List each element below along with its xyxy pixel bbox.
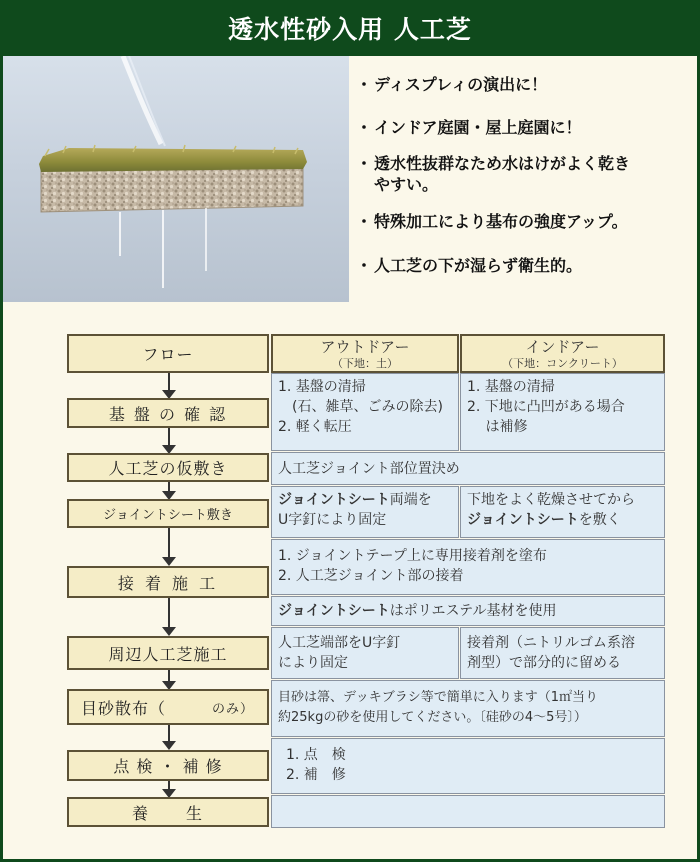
r1-indoor-cell: 1. 基盤の清掃 2. 下地に凸凹がある場合 は補修 [460, 373, 665, 451]
step-curing: 養 生 [67, 797, 269, 827]
flow-header: フロー [67, 334, 269, 373]
flow-arrow [160, 482, 178, 500]
flow-arrow [160, 781, 178, 798]
step-sand-spreading: 目砂散布（ のみ） [67, 689, 269, 725]
step-foundation-check: 基 盤 の 確 認 [67, 398, 269, 428]
flow-arrow [160, 725, 178, 750]
construction-flow [0, 302, 700, 862]
r4-cell: 1. ジョイントテープ上に専用接着剤を塗布 2. 人工芝ジョイント部の接着 [271, 539, 665, 595]
feature-item: ・ 特殊加工により基布の強度アップ。 [356, 212, 628, 231]
r3-indoor-cell: 下地をよく乾燥させてから ジョイントシートを敷く [460, 486, 665, 538]
feature-item: ・ 人工芝の下が湿らず衛生的。 [356, 256, 583, 275]
step-temporary-laying: 人工芝の仮敷き [67, 453, 269, 482]
outdoor-header: アウトドアー （下地：土） [271, 334, 459, 373]
flow-arrow [160, 598, 178, 636]
flow-arrow [160, 428, 178, 454]
step-joint-sheet: ジョイントシート敷き [67, 499, 269, 528]
turf-slab-illustration [3, 56, 349, 302]
step-inspection: 点 検 ・ 補 修 [67, 750, 269, 781]
step-perimeter: 周辺人工芝施工 [67, 636, 269, 670]
r1-outdoor-cell: 1. 基盤の清掃 (石、雑草、ごみの除去) 2. 軽く転圧 [271, 373, 459, 451]
product-photo [3, 56, 349, 302]
r5-indoor-cell: 接着剤（ニトリルゴム系溶 剤型）で部分的に留める [460, 627, 665, 679]
step-adhesion: 接 着 施 工 [67, 566, 269, 598]
flow-arrow [160, 373, 178, 399]
r2-cell: 人工芝ジョイント部位置決め [271, 452, 665, 485]
feature-item: ・ 透水性抜群なため水はけがよく乾き やすい。 [356, 154, 631, 194]
r7-cell: 1. 点 検 2. 補 修 [271, 738, 665, 794]
flow-arrow [160, 528, 178, 566]
feature-item: ・ インドア庭園・屋上庭園に！ [356, 118, 582, 137]
feature-item: ・ ディスプレィの演出に！ [356, 75, 548, 94]
indoor-header: インドアー （下地：コンクリート） [460, 334, 665, 373]
r5-outdoor-cell: 人工芝端部をU字釘 により固定 [271, 627, 459, 679]
r6-cell: 目砂は箒、デッキブラシ等で簡単に入ります（1㎡当り 約25kgの砂を使用してください。〔硅砂の4～5号〕） [271, 680, 665, 737]
r4b-cell: ジョイントシートはポリエステル基材を使用 [271, 596, 665, 626]
r3-outdoor-cell: ジョイントシート両端を U字釘により固定 [271, 486, 459, 538]
r8-cell [271, 795, 665, 828]
flow-arrow [160, 670, 178, 690]
page-title: 透水性砂入用 人工芝 [0, 0, 700, 56]
